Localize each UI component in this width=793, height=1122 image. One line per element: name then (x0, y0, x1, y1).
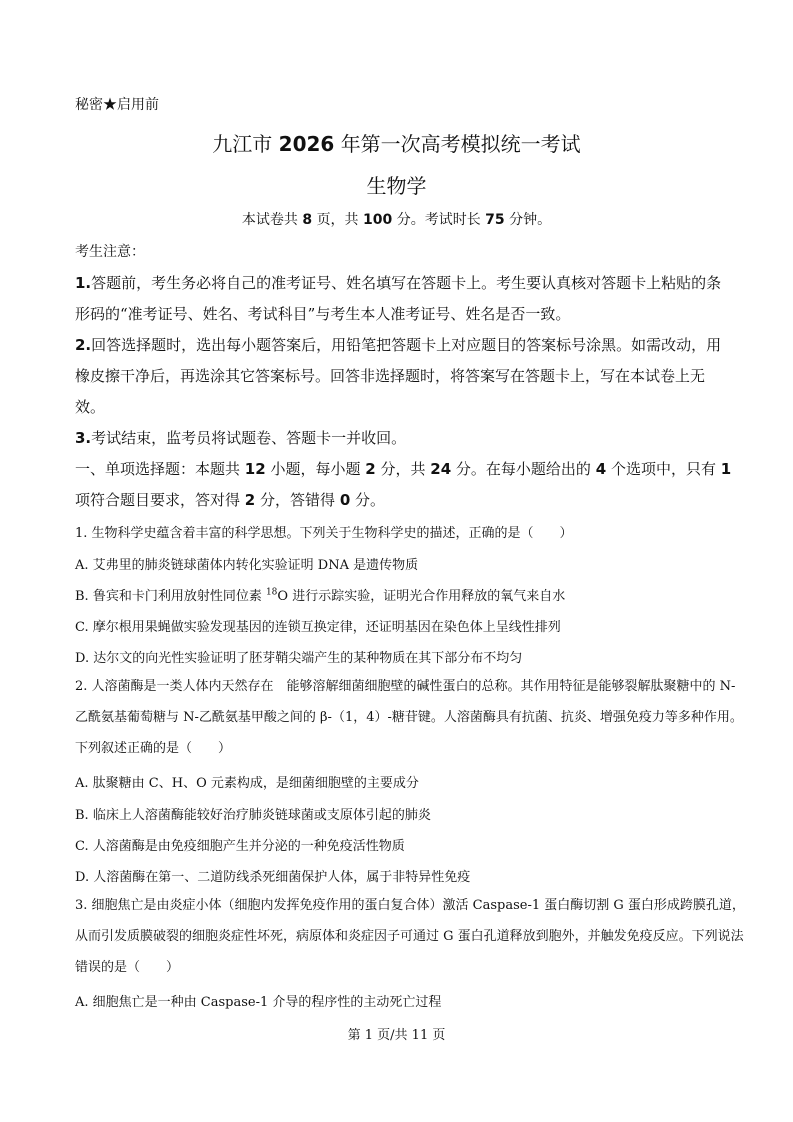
q1-option-a: A. 艾弗里的肺炎链球菌体内转化实验证明 DNA 是遗传物质 (75, 558, 419, 573)
q1-stem: 1. 生物科学史蕴含着丰富的科学思想。下列关于生物科学史的描述，正确的是（ ） (75, 526, 573, 541)
q2-option-b: B. 临床上人溶菌酶能较好治疗肺炎链球菌或支原体引起的肺炎 (75, 808, 431, 823)
exam-title: 九江市 2026 年第一次高考模拟统一考试 (212, 132, 581, 156)
notice-item-1: 1.答题前，考生务必将自己的准考证号、姓名填写在答题卡上。考生要认真核对答题卡上粘贴的条形码的“准考证号、姓名、考试科目”与考生本人准考证号、姓名是否一致。 (75, 274, 722, 323)
q3-stem: 3. 细胞焦亡是由炎症小体（细胞内发挥免疫作用的蛋白复合体）激活 Caspase-1 蛋白酶切割 G 蛋白形成跨膜孔道，从而引发质膜破裂的细胞炎症性坏死，病原体和炎症因子可通过 G 蛋白孔道释放到胞外，并触发免疫反应。下列说法错误的是（ ） (75, 898, 745, 975)
q2-option-a: A. 肽聚糖由 C、H、O 元素构成，是细菌细胞壁的主要成分 (75, 776, 419, 791)
q2-stem: 2. 人溶菌酶是一类人体内天然存在 能够溶解细菌细胞壁的碱性蛋白的总称。其作用特征是能够裂解肽聚糖中的 N-乙酰氨基葡萄糖与 N-乙酰氨基甲酸之间的 β-（1，4）-糖苷键。人溶菌酶具有抗菌、抗炎、增强免疫力等多种作用。下列叙述正确的是（ ） (75, 679, 743, 756)
q2-option-d: D. 人溶菌酶在第一、二道防线杀死细菌保护人体，属于非特异性免疫 (75, 870, 471, 885)
q1-option-b: B. 鲁宾和卡门利用放射性同位素 $^{18}$O 进行示踪实验，证明光合作用释放的氧气来自水 (75, 587, 566, 604)
q2-option-c: C. 人溶菌酶是由免疫细胞产生并分泌的一种免疫活性物质 (75, 839, 405, 854)
notice-item-3: 3.考试结束，监考员将试题卷、答题卡一并收回。 (75, 429, 407, 447)
page-footer: 第 1 页/共 11 页 (347, 1028, 446, 1043)
q3-option-a: A. 细胞焦亡是一种由 Caspase-1 介导的程序性的主动死亡过程 (75, 995, 442, 1010)
notice-heading: 考生注意： (75, 244, 145, 260)
confidential-label: 秘密★启用前 (75, 97, 159, 113)
exam-info: 本试卷共 8 页，共 100 分。考试时长 75 分钟。 (241, 212, 552, 228)
notice-item-2: 2.回答选择题时，选出每小题答案后，用铅笔把答题卡上对应题目的答案标号涂黑。如需改动，用橡皮擦干净后，再选涂其它答案标号。回答非选择题时，将答案写在答题卡上，写在本试卷上无效。 (75, 336, 722, 416)
subject-title: 生物学 (366, 174, 427, 198)
q1-option-d: D. 达尔文的向光性实验证明了胚芽鞘尖端产生的某种物质在其下部分布不均匀 (75, 651, 523, 666)
q1-option-c: C. 摩尔根用果蝇做实验发现基因的连锁互换定律，还证明基因在染色体上呈线性排列 (75, 620, 561, 635)
section-instructions: 一、单项选择题：本题共 12 小题，每小题 2 分，共 24 分。在每小题给出的 4 个选项中，只有 1 项符合题目要求，答对得 2 分，答错得 0 分。 (75, 460, 732, 509)
